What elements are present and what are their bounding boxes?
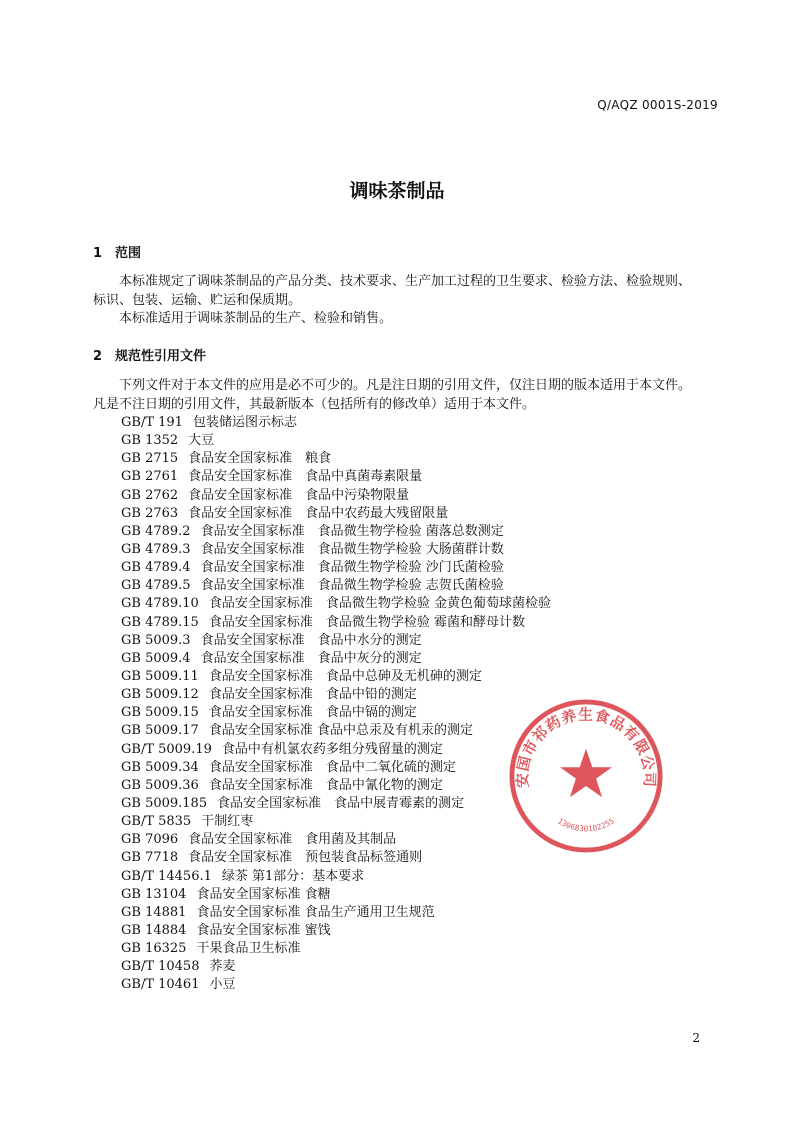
- reference-item: [121, 505, 551, 523]
- reference-code: GB 5009.4: [121, 650, 191, 666]
- reference-code: GB 5009.34: [121, 759, 199, 775]
- reference-code: GB 4789.4: [121, 560, 191, 576]
- reference-code: GB 5009.17: [121, 723, 199, 739]
- reference-title: 食品安全国家标准 食品微生物学检验 沙门氏菌检验: [200, 560, 504, 576]
- reference-title: 小豆: [209, 977, 236, 993]
- reference-code: GB 2761: [121, 469, 179, 485]
- reference-item: [121, 541, 551, 559]
- reference-item: [121, 958, 551, 976]
- reference-title: 干果食品卫生标准: [196, 941, 301, 957]
- reference-code: GB 7718: [121, 850, 179, 866]
- reference-title: 食品安全国家标准 食用菌及其制品: [188, 832, 397, 848]
- reference-item: [121, 632, 551, 650]
- reference-list: [121, 414, 551, 995]
- reference-item: [121, 523, 551, 541]
- reference-title: 食品安全国家标准 蜜饯: [196, 922, 331, 938]
- reference-code: GB 2715: [121, 451, 179, 467]
- reference-title: 食品安全国家标准 食品中铅的测定: [208, 687, 417, 703]
- reference-title: 食品安全国家标准 食品中镉的测定: [208, 705, 417, 721]
- reference-item: [121, 904, 551, 922]
- reference-title: 绿茶 第1部分：基本要求: [221, 868, 365, 884]
- reference-item: [121, 831, 551, 849]
- reference-item: [121, 886, 551, 904]
- reference-title: 食品安全国家标准 食品生产通用卫生规范: [196, 904, 435, 920]
- reference-item: [121, 759, 551, 777]
- section-1-number: 1: [93, 246, 103, 261]
- reference-item: [121, 813, 551, 831]
- reference-title: 食品安全国家标准 食品微生物学检验 霉菌和酵母计数: [208, 614, 525, 630]
- section-2-heading: [93, 345, 206, 364]
- reference-code: GB 14881: [121, 904, 187, 920]
- reference-title: 食品安全国家标准 食品中真菌毒素限量: [188, 469, 423, 485]
- reference-item: [121, 432, 551, 450]
- reference-code: GB/T 10458: [121, 959, 200, 975]
- reference-title: 食品安全国家标准 食品中总汞及有机汞的测定: [208, 723, 473, 739]
- reference-code: GB 4789.2: [121, 523, 191, 539]
- reference-item: [121, 722, 551, 740]
- reference-title: 包装储运图示标志: [192, 415, 297, 430]
- reference-item: [121, 559, 551, 577]
- reference-code: GB 5009.3: [121, 632, 191, 648]
- reference-item: [121, 686, 551, 704]
- reference-title: 食品安全国家标准 食糖: [196, 886, 331, 902]
- reference-title: 荞麦: [209, 959, 236, 975]
- section-2-intro: [93, 377, 719, 414]
- reference-code: GB 4789.15: [121, 614, 199, 630]
- reference-title: 食品安全国家标准 食品中二氧化硫的测定: [208, 759, 456, 775]
- reference-code: GB 1352: [121, 433, 179, 449]
- section-1-paragraph-1-line-1: 本标准规定了调味茶制品的产品分类、技术要求、生产加工过程的卫生要求、检验方法、检验规则、: [119, 274, 692, 289]
- reference-item: [121, 795, 551, 813]
- reference-item: [121, 704, 551, 722]
- reference-code: GB 13104: [121, 886, 187, 902]
- reference-item: [121, 922, 551, 940]
- reference-item: [121, 414, 551, 432]
- reference-code: GB 14884: [121, 922, 187, 938]
- reference-title: 食品安全国家标准 食品微生物学检验 菌落总数测定: [200, 523, 504, 539]
- reference-code: GB/T 5009.19: [121, 741, 212, 757]
- reference-title: 食品安全国家标准 食品微生物学检验 大肠菌群计数: [200, 541, 504, 557]
- reference-title: 食品安全国家标准 食品中氰化物的测定: [208, 777, 443, 793]
- reference-code: GB 7096: [121, 832, 179, 848]
- reference-item: [121, 976, 551, 994]
- reference-item: [121, 650, 551, 668]
- reference-code: GB 5009.36: [121, 777, 199, 793]
- reference-title: 食品中有机氯农药多组分残留量的测定: [221, 741, 443, 757]
- seal-star-icon: [560, 749, 612, 798]
- reference-item: [121, 468, 551, 486]
- reference-code: GB 16325: [121, 941, 187, 957]
- section-1-paragraph-2: 本标准适用于调味茶制品的生产、检验和销售。: [119, 311, 393, 326]
- section-1-heading: [93, 242, 141, 261]
- reference-title: 食品安全国家标准 食品中展青霉素的测定: [217, 795, 465, 811]
- reference-title: 食品安全国家标准 粮食: [188, 451, 332, 467]
- document-title: 调味茶制品: [349, 180, 445, 202]
- standard-code: Q/AQZ 0001S-2019: [597, 98, 718, 112]
- reference-item: [121, 777, 551, 795]
- reference-title: 食品安全国家标准 食品中灰分的测定: [200, 650, 422, 666]
- seal-number: 1306830102255: [556, 816, 616, 834]
- reference-code: GB 5009.15: [121, 705, 199, 721]
- reference-title: 食品安全国家标准 食品中污染物限量: [188, 487, 410, 503]
- reference-title: 食品安全国家标准 食品微生物学检验 志贺氏菌检验: [200, 578, 504, 594]
- reference-code: GB 4789.5: [121, 578, 191, 594]
- reference-item: [121, 450, 551, 468]
- reference-code: GB 4789.3: [121, 541, 191, 557]
- reference-title: 食品安全国家标准 食品微生物学检验 金黄色葡萄球菌检验: [208, 596, 551, 612]
- reference-item: [121, 614, 551, 632]
- section-1-body: [93, 273, 719, 329]
- reference-code: GB 5009.185: [121, 795, 208, 811]
- reference-code: GB/T 191: [121, 415, 183, 430]
- reference-code: GB 4789.10: [121, 596, 199, 612]
- reference-item: [121, 577, 551, 595]
- reference-title: 食品安全国家标准 食品中总砷及无机砷的测定: [208, 668, 482, 684]
- reference-code: GB/T 10461: [121, 977, 200, 993]
- reference-item: [121, 741, 551, 759]
- reference-title: 大豆: [188, 433, 215, 449]
- reference-code: GB 2762: [121, 487, 179, 503]
- reference-title: 食品安全国家标准 食品中农药最大残留限量: [188, 505, 449, 521]
- reference-item: [121, 868, 551, 886]
- reference-item: [121, 940, 551, 958]
- section-1-title: 范围: [115, 246, 142, 261]
- reference-code: GB/T 14456.1: [121, 868, 212, 884]
- reference-item: [121, 487, 551, 505]
- reference-code: GB/T 5835: [121, 814, 192, 830]
- reference-item: [121, 595, 551, 613]
- reference-title: 食品安全国家标准 预包装食品标签通则: [188, 850, 423, 866]
- section-2-number: 2: [93, 349, 103, 364]
- section-1-paragraph-1-line-2: 标识、包装、运输、贮运和保质期。: [93, 292, 302, 308]
- reference-item: [121, 849, 551, 867]
- page-number: 2: [692, 1031, 700, 1045]
- reference-title: 干制红枣: [201, 814, 254, 830]
- section-2-intro-line-2: 凡是不注日期的引用文件，其最新版本（包括所有的修改单）适用于本文件。: [93, 396, 536, 412]
- company-seal: [508, 698, 664, 854]
- seal-text: 安国市祁药养生食品有限公司: [514, 706, 658, 789]
- section-2-title: 规范性引用文件: [115, 349, 207, 364]
- section-2-intro-line-1: 下列文件对于本文件的应用是必不可少的。凡是注日期的引用文件，仅注日期的版本适用于本文件。: [119, 378, 692, 393]
- reference-item: [121, 668, 551, 686]
- reference-title: 食品安全国家标准 食品中水分的测定: [200, 632, 422, 648]
- reference-code: GB 5009.11: [121, 668, 199, 684]
- reference-code: GB 2763: [121, 505, 179, 521]
- reference-code: GB 5009.12: [121, 687, 199, 703]
